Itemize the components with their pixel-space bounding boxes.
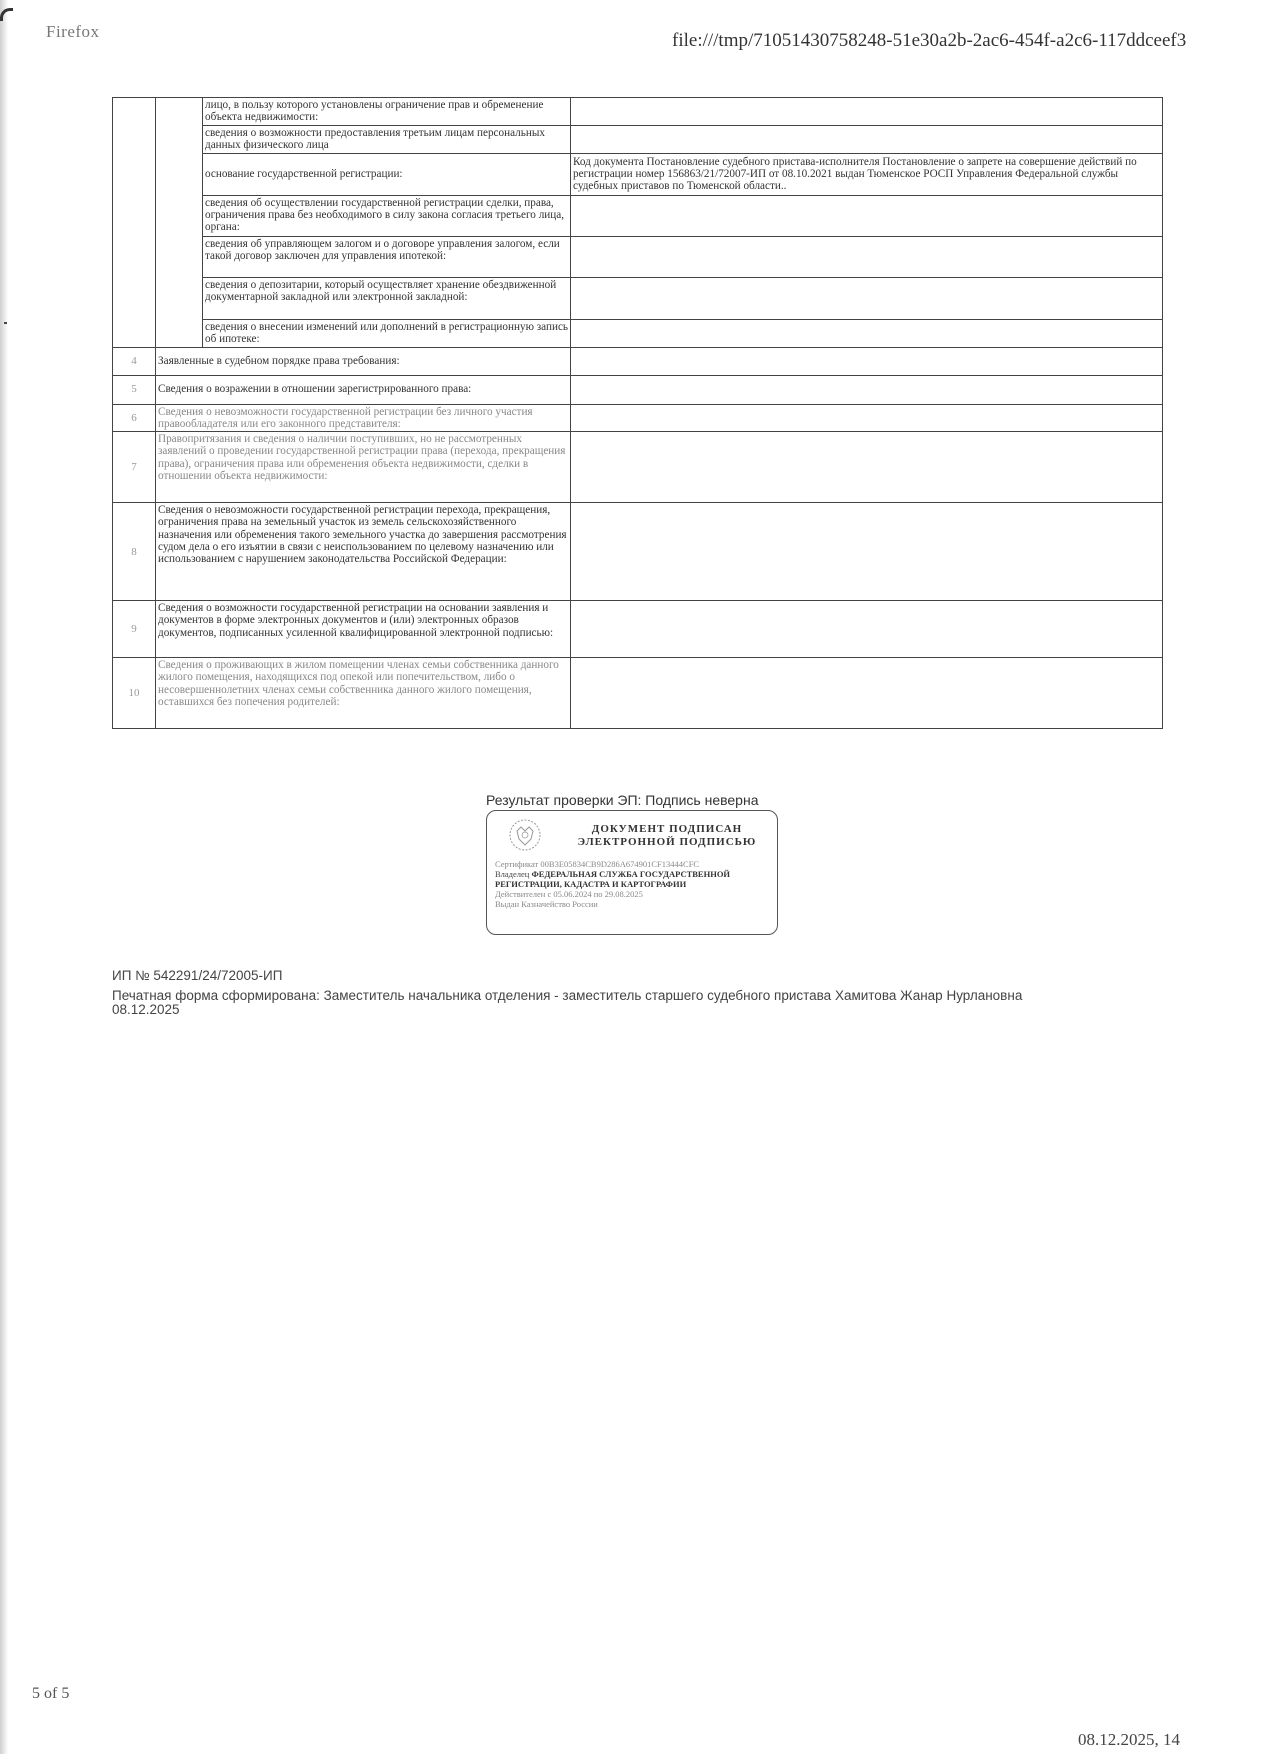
printed-by: Печатная форма сформирована: Заместитель начальника отделения - заместитель старшего судебного пристава Хамитова Жанар Нурлановна xyxy=(112,988,1023,1003)
row-label: Сведения о возражении в отношении зарегистрированного права: xyxy=(156,375,571,404)
row-label: Сведения о проживающих в жилом помещении членах семьи собственника данного жилого помещения, находящихся под опекой или попечительством, либо о несовершеннолетних членах семьи собственника данного жилого помещения, оставшихся без попечения родителей: xyxy=(156,658,571,729)
stamp-details xyxy=(495,859,775,909)
certificate-owner: Владелец ФЕДЕРАЛЬНАЯ СЛУЖБА ГОСУДАРСТВЕННОЙ РЕГИСТРАЦИИ, КАДАСТРА И КАРТОГРАФИИ xyxy=(495,869,731,889)
table-row xyxy=(113,277,1163,319)
row-label: сведения о внесении изменений или дополнений в регистрационную запись об ипотеке: xyxy=(203,319,571,347)
row-value xyxy=(571,404,1163,432)
table-row xyxy=(113,601,1163,658)
row-value xyxy=(571,375,1163,404)
row-label: Сведения о возможности государственной регистрации на основании заявления и документов в форме электронных документов и (или) электронных образов документов, подписанных усиленной квалифицированной электронной подписью: xyxy=(156,601,571,658)
print-timestamp: 08.12.2025, 14 xyxy=(1078,1730,1180,1749)
scan-corner-mark xyxy=(0,8,13,21)
row-value xyxy=(571,658,1163,729)
table-row xyxy=(113,125,1163,153)
row-value xyxy=(571,319,1163,347)
row-value xyxy=(571,432,1163,503)
row-label: Правопритязания и сведения о наличии поступивших, но не рассмотренных заявлений о проведении государственной регистрации права (перехода, прекращения права), ограничения права или обременения объекта недвижимости, сделки в отношении объекта недвижимости: xyxy=(156,432,571,503)
row-number: 8 xyxy=(113,503,156,601)
row-value xyxy=(571,236,1163,277)
e-signature-stamp xyxy=(486,810,778,935)
certificate-validity: Действителен с 05.06.2024 по 29.08.2025 xyxy=(495,889,643,899)
row-label: Сведения о невозможности государственной регистрации без личного участия правообладателя или его законного представителя: xyxy=(156,404,571,432)
certificate-issuer: Выдан Казначейство России xyxy=(495,899,598,909)
table-row xyxy=(113,347,1163,375)
row-value xyxy=(571,195,1163,236)
scan-edge xyxy=(0,0,8,1754)
row-number: 5 xyxy=(113,375,156,404)
table-row xyxy=(113,319,1163,347)
row-value xyxy=(571,277,1163,319)
table-row xyxy=(113,375,1163,404)
stamp-title: ДОКУМЕНТ ПОДПИСАН ЭЛЕКТРОННОЙ ПОДПИСЬЮ xyxy=(577,823,757,848)
table-row xyxy=(113,153,1163,195)
table-row xyxy=(113,658,1163,729)
table-row xyxy=(113,432,1163,503)
row-number: 4 xyxy=(113,347,156,375)
row-label: основание государственной регистрации: xyxy=(203,153,571,195)
table-row xyxy=(113,236,1163,277)
row-label: сведения об осуществлении государственной регистрации сделки, права, ограничения права без необходимого в силу закона согласия третьего лица, органа: xyxy=(203,195,571,236)
empty-sub-cell xyxy=(156,98,203,348)
row-label: лицо, в пользу которого установлены ограничение прав и обременение объекта недвижимости: xyxy=(203,98,571,126)
row-value xyxy=(571,125,1163,153)
page-count: 5 of 5 xyxy=(32,1685,70,1702)
table-row xyxy=(113,98,1163,126)
table-row xyxy=(113,503,1163,601)
certificate-number: Сертификат 00B3E05834CB9D286A674901CF13444CFC xyxy=(495,859,700,869)
coat-of-arms-icon xyxy=(507,817,543,853)
table-row xyxy=(113,404,1163,432)
empty-num-cell xyxy=(113,98,156,348)
row-label: Сведения о невозможности государственной регистрации перехода, прекращения, ограничения права на земельный участок из земель сельскохозяйственного назначения или обременения такого земельного участка до завершения рассмотрения судом дела о его изъятии в связи с неиспользованием по целевому назначению или использованием с нарушением законодательства Российской Федерации: xyxy=(156,503,571,601)
printed-date: 08.12.2025 xyxy=(112,1002,180,1017)
table-row xyxy=(113,195,1163,236)
row-number: 6 xyxy=(113,404,156,432)
row-number: 7 xyxy=(113,432,156,503)
row-label: сведения об управляющем залогом и о договоре управления залогом, если такой договор заключен для управления ипотекой: xyxy=(203,236,571,277)
row-label: сведения о возможности предоставления третьим лицам персональных данных физического лица xyxy=(203,125,571,153)
registry-table xyxy=(112,97,1163,729)
browser-app-name: Firefox xyxy=(46,22,100,41)
row-label: сведения о депозитарии, который осуществляет хранение обездвиженной документарной закладной или электронной закладной: xyxy=(203,277,571,319)
row-label: Заявленные в судебном порядке права требования: xyxy=(156,347,571,375)
row-value xyxy=(571,347,1163,375)
browser-url: file:///tmp/71051430758248-51e30a2b-2ac6-454f-a2c6-117ddceef3 xyxy=(672,30,1187,51)
row-value: Код документа Постановление судебного пристава-исполнителя Постановление о запрете на совершение действий по регистрации номер 156863/21/72007-ИП от 08.10.2021 выдан Тюменское РОСП Управления Федеральной службы судебных приставов по Тюменской области.. xyxy=(571,153,1163,195)
row-number: 10 xyxy=(113,658,156,729)
row-value xyxy=(571,601,1163,658)
scan-speck xyxy=(4,322,7,324)
row-value xyxy=(571,503,1163,601)
signature-check-result: Результат проверки ЭП: Подпись неверна xyxy=(486,792,759,808)
enforcement-proceeding-number: ИП № 542291/24/72005-ИП xyxy=(112,968,283,983)
row-value xyxy=(571,98,1163,126)
row-number: 9 xyxy=(113,601,156,658)
